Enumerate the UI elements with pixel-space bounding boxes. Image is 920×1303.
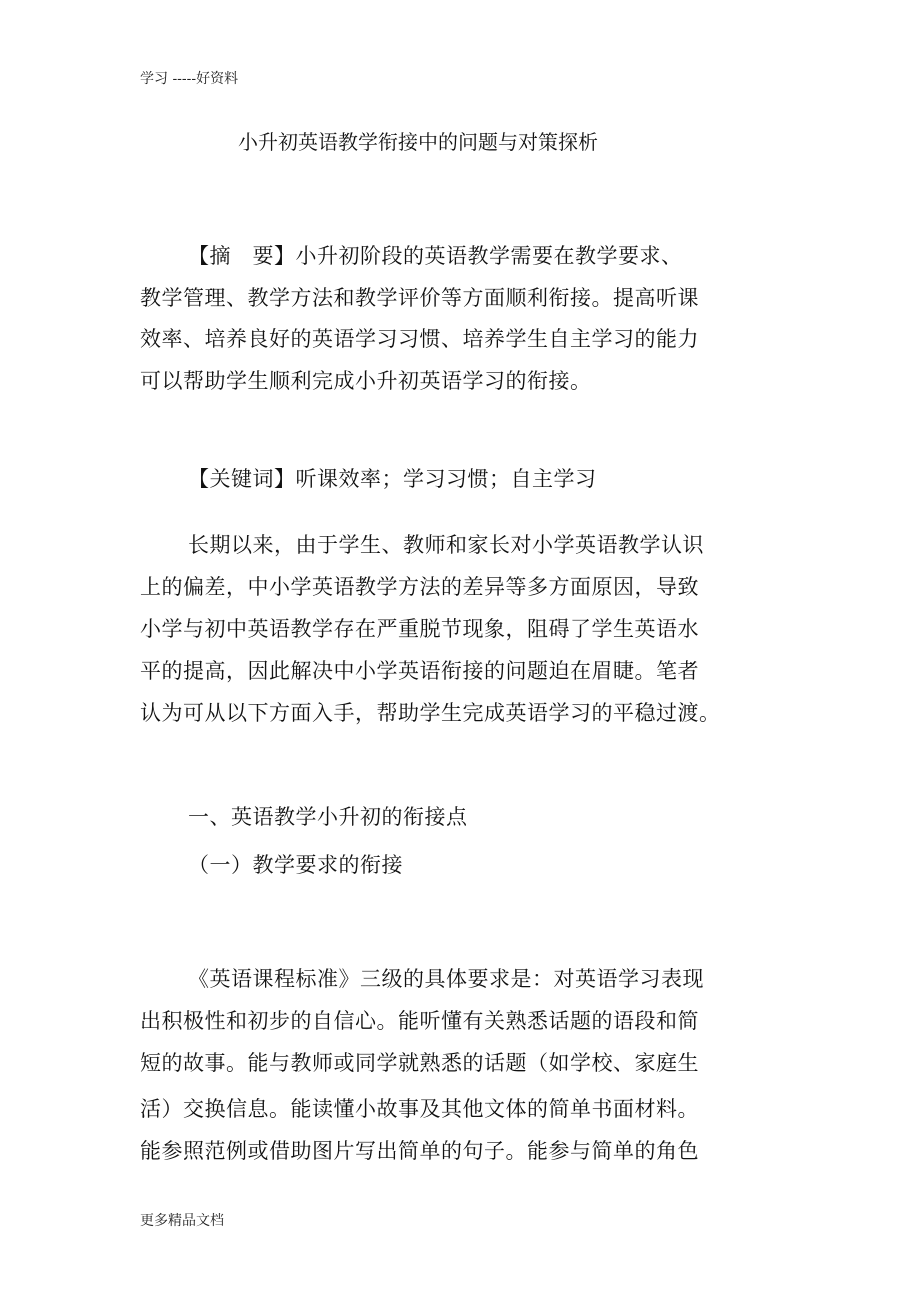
section-heading: 一、英语教学小升初的衔接点 — [188, 805, 468, 829]
keywords-line: 【关键词】听课效率；学习习惯；自主学习 — [188, 467, 597, 491]
intro-line: 小学与初中英语教学存在严重脱节现象，阻碍了学生英语水 — [140, 617, 699, 641]
abstract-line: 可以帮助学生顺利完成小升初英语学习的衔接。 — [140, 369, 592, 393]
subsection-heading: （一）教学要求的衔接 — [188, 853, 403, 877]
standard-line: 《英语课程标准》三级的具体要求是：对英语学习表现 — [188, 967, 704, 991]
abstract-line: 教学管理、教学方法和教学评价等方面顺利衔接。提高听课 — [140, 286, 699, 310]
intro-line: 认为可从以下方面入手，帮助学生完成英语学习的平稳过渡。 — [140, 701, 721, 725]
page-header: 学习 -----好资料 — [140, 71, 239, 87]
document-title: 小升初英语教学衔接中的问题与对策探析 — [238, 130, 598, 154]
intro-line: 上的偏差，中小学英语教学方法的差异等多方面原因，导致 — [140, 575, 699, 599]
page-footer: 更多精品文档 — [140, 1213, 224, 1229]
intro-line: 长期以来，由于学生、教师和家长对小学英语教学认识 — [188, 533, 704, 557]
abstract-line: 效率、培养良好的英语学习习惯、培养学生自主学习的能力 — [140, 327, 699, 351]
standard-line: 能参照范例或借助图片写出简单的句子。能参与简单的角色 — [140, 1139, 699, 1163]
standard-line: 活）交换信息。能读懂小故事及其他文体的简单书面材料。 — [140, 1097, 699, 1121]
abstract-line: 【摘 要】小升初阶段的英语教学需要在教学要求、 — [188, 244, 683, 268]
standard-line: 出积极性和初步的自信心。能听懂有关熟悉话题的语段和简 — [140, 1009, 699, 1033]
intro-line: 平的提高，因此解决中小学英语衔接的问题迫在眉睫。笔者 — [140, 659, 699, 683]
standard-line: 短的故事。能与教师或同学就熟悉的话题（如学校、家庭生 — [140, 1051, 699, 1075]
